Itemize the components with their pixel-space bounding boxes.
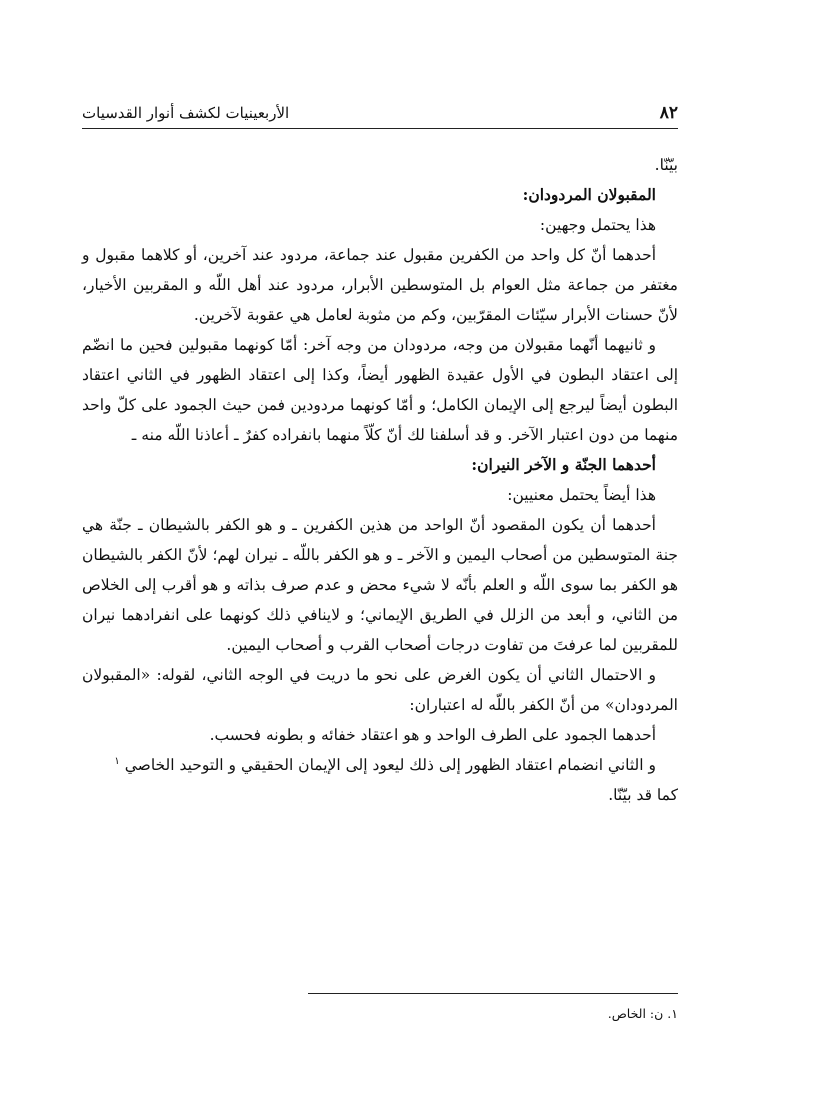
page-header [82,98,678,128]
paragraph-continuation: بيّنّا. [654,156,678,174]
paragraph-second-consideration-text: و الثاني انضمام اعتقاد الظهور إلى ذلك ليعود إلى الإيمان الحقيقي و التوحيد الخاصي [124,756,656,774]
paragraph-second-aspect: و ثانيهما أنّهما مقبولان من وجه، مردودان من وجه آخر: أمّا كونهما مقبولين فحين ما انضّم إلى اعتقاد البطون في الأول عقيدة الظهور أيضاً، وكذا إلى اعتقاد الظهور في الثاني اعتقاد البطون أيضاً ليرجع إلى الإيمان الكامل؛ و أمّا كونهما مردودين فمن حيث الجمود على كلّ واحد منهما من دون اعتبار الآخر. و قد أسلفنا لك أنّ كلّاً منهما بانفراده كفرٌ ـ أعاذنا اللّه منه ـ [82,336,678,444]
paragraph-first-consideration: أحدهما الجمود على الطرف الواحد و هو اعتقاد خفائه و بطونه فحسب. [209,726,656,744]
page-number: ٨٢ [659,103,678,123]
main-text [82,150,678,810]
footnote: ١. ن: الخاص. [607,1006,678,1021]
footnote-rule [308,993,678,994]
paragraph-two-aspects: هذا يحتمل وجهين: [539,216,656,234]
header-rule [82,128,678,129]
paragraph-second-consideration [82,750,678,780]
section-heading-accepted-rejected: المقبولان المردودان: [522,185,656,204]
paragraph-closing: كما قد بيّنّا. [608,786,678,804]
paragraph-first-aspect: أحدهما أنّ كل واحد من الكفرين مقبول عند جماعة، مردود عند آخرين، أو كلاهما مقبول و مغتفر من جماعة مثل العوام بل المتوسطين الأبرار، مردود عند أهل اللّه و المقربين الأخيار، لأنّ حسنات الأبرار سيّئات المقرّبين، وكم من مثوبة لعامل هي عقوبة لآخرين. [82,246,678,324]
running-title: الأربعينيات لكشف أنوار القدسيات [82,104,290,122]
paragraph-second-possibility: و الاحتمال الثاني أن يكون الغرض على نحو ما دريت في الوجه الثاني، لقوله: «المقبولان المردودان» من أنّ الكفر باللّه له اعتباران: [82,666,678,714]
paragraph-two-meanings: هذا أيضاً يحتمل معنيين: [507,486,656,504]
footnote-reference[interactable]: ١ [114,755,120,767]
section-heading-paradise-fire: أحدهما الجنّة و الآخر النيران: [471,455,656,474]
paragraph-first-meaning: أحدهما أن يكون المقصود أنّ الواحد من هذين الكفرين ـ و هو الكفر بالشيطان ـ جنّة هي جنة المتوسطين من أصحاب اليمين و الآخر ـ و هو الكفر باللّه ـ نيران لهم؛ لأنّ الكفر بالشيطان هو الكفر بما سوى اللّه و العلم بأنّه لا شيء محض و عدم صرف بذاته و هو أقرب إلى الخلاص من الثاني، و أبعد من الزلل في الطريق الإيماني؛ و لاينافي ذلك كونهما على انفرادهما نيران للمقربين لما عرفتَ من تفاوت درجات أصحاب القرب و أصحاب اليمين. [82,516,678,654]
